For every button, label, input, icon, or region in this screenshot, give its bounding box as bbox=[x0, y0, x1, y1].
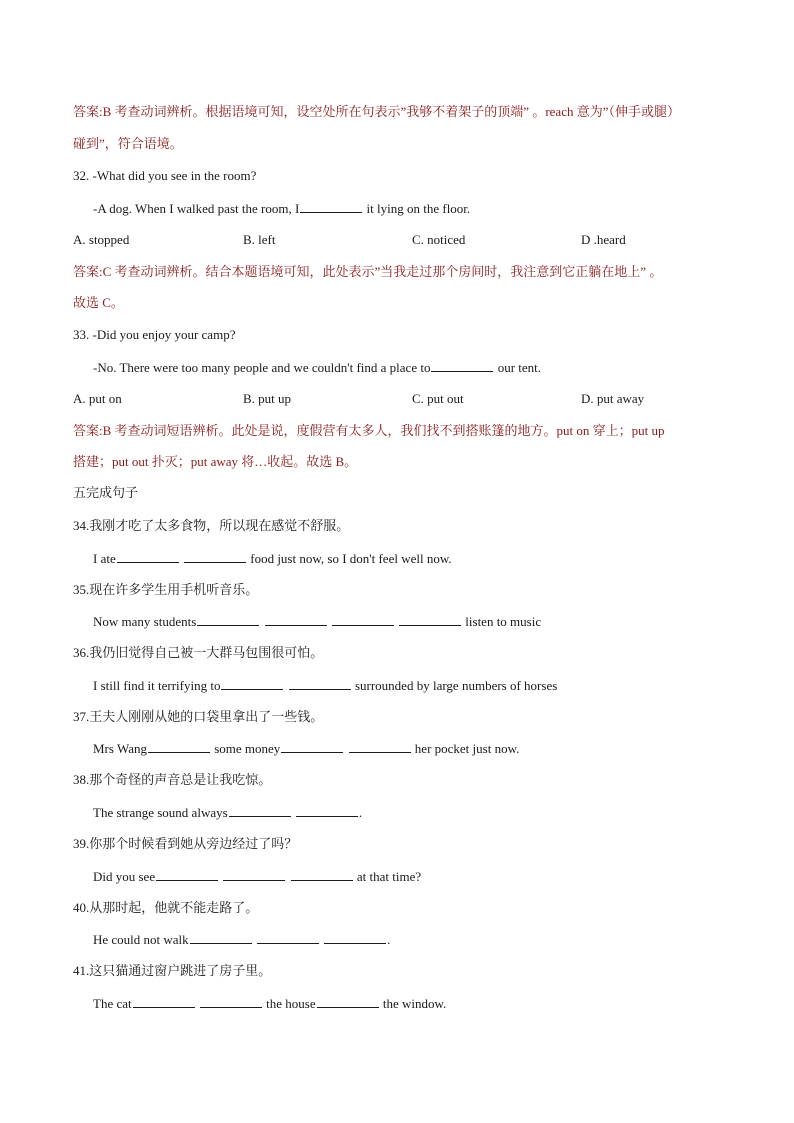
item-37-blank-2[interactable] bbox=[281, 740, 343, 753]
item-35-chinese: 35.现在许多学生用手机听音乐。 bbox=[73, 582, 259, 597]
item-40-blank-1[interactable] bbox=[190, 931, 252, 944]
q31-answer-line-1: 答案:B 考查动词辨析。根据语境可知，设空处所在句表示”我够不着架子的顶端” 。reach 意为”（伸手或腿） bbox=[73, 104, 680, 119]
item-41-mid: the house bbox=[262, 996, 316, 1011]
item-39-english bbox=[93, 868, 421, 885]
item-34-english bbox=[93, 550, 452, 567]
item-39-blank-2[interactable] bbox=[223, 868, 285, 881]
item-34-before: I ate bbox=[93, 551, 116, 566]
item-35-blank-1[interactable] bbox=[197, 613, 259, 626]
item-35-after: listen to music bbox=[462, 614, 542, 629]
q32-option-d[interactable]: D .heard bbox=[581, 232, 626, 247]
item-41-after: the window. bbox=[379, 996, 447, 1011]
item-36-blank-2[interactable] bbox=[289, 677, 351, 690]
q32-question: 32. -What did you see in the room? bbox=[73, 168, 257, 183]
q32-blank[interactable] bbox=[300, 200, 362, 213]
item-40-after: . bbox=[387, 932, 391, 947]
item-40-english bbox=[93, 931, 390, 948]
q33-question: 33. -Did you enjoy your camp? bbox=[73, 327, 236, 342]
item-34-blank-2[interactable] bbox=[184, 550, 246, 563]
q32-answer-line-1: 答案:C 考查动词辨析。结合本题语境可知，此处表示”当我走过那个房间时，我注意到它正躺在地上” 。 bbox=[73, 264, 663, 279]
item-39-blank-3[interactable] bbox=[291, 868, 353, 881]
item-35-blank-2[interactable] bbox=[265, 613, 327, 626]
q33-option-d[interactable]: D. put away bbox=[581, 391, 645, 406]
item-39-after: at that time? bbox=[353, 869, 422, 884]
item-37-before: Mrs Wang bbox=[93, 741, 147, 756]
item-38-chinese: 38.那个奇怪的声音总是让我吃惊。 bbox=[73, 772, 272, 787]
q32-reply bbox=[93, 200, 470, 217]
q32-option-c[interactable]: C. noticed bbox=[412, 232, 466, 247]
item-41-before: The cat bbox=[93, 996, 132, 1011]
item-35-blank-4[interactable] bbox=[399, 613, 461, 626]
item-37-chinese: 37.王夫人刚刚从她的口袋里拿出了一些钱。 bbox=[73, 709, 324, 724]
item-38-blank-2[interactable] bbox=[296, 804, 358, 817]
q32-answer-line-2: 故选 C。 bbox=[73, 295, 124, 310]
item-41-blank-3[interactable] bbox=[317, 995, 379, 1008]
item-40-blank-2[interactable] bbox=[257, 931, 319, 944]
item-38-blank-1[interactable] bbox=[229, 804, 291, 817]
q32-option-b[interactable]: B. left bbox=[243, 232, 276, 247]
item-35-before: Now many students bbox=[93, 614, 197, 629]
q33-blank[interactable] bbox=[431, 359, 493, 372]
item-39-chinese: 39.你那个时候看到她从旁边经过了吗？ bbox=[73, 836, 298, 851]
item-40-before: He could not walk bbox=[93, 932, 189, 947]
q33-option-c[interactable]: C. put out bbox=[412, 391, 464, 406]
item-36-after: surrounded by large numbers of horses bbox=[351, 678, 558, 693]
item-37-mid: some money bbox=[210, 741, 281, 756]
item-39-blank-1[interactable] bbox=[156, 868, 218, 881]
item-34-blank-1[interactable] bbox=[117, 550, 179, 563]
item-36-before: I still find it terrifying to bbox=[93, 678, 221, 693]
section-heading: 五完成句子 bbox=[73, 486, 139, 501]
item-36-english bbox=[93, 677, 557, 694]
item-39-before: Did you see bbox=[93, 869, 156, 884]
q33-reply bbox=[93, 359, 541, 376]
item-37-blank-1[interactable] bbox=[148, 740, 210, 753]
item-38-before: The strange sound always bbox=[93, 805, 228, 820]
item-35-english bbox=[93, 613, 541, 630]
item-41-english bbox=[93, 995, 446, 1012]
item-38-after: . bbox=[358, 805, 363, 820]
item-41-blank-1[interactable] bbox=[133, 995, 195, 1008]
q32-reply-after: it lying on the floor. bbox=[363, 201, 471, 216]
item-37-blank-3[interactable] bbox=[349, 740, 411, 753]
item-40-chinese: 40.从那时起，他就不能走路了。 bbox=[73, 900, 259, 915]
item-34-after: food just now, so I don't feel well now. bbox=[246, 551, 452, 566]
q31-answer-line-2: 碰到”，符合语境。 bbox=[73, 136, 183, 151]
item-36-blank-1[interactable] bbox=[221, 677, 283, 690]
q33-option-b[interactable]: B. put up bbox=[243, 391, 292, 406]
item-40-blank-3[interactable] bbox=[324, 931, 386, 944]
q33-reply-after: our tent. bbox=[494, 360, 542, 375]
item-35-blank-3[interactable] bbox=[332, 613, 394, 626]
item-37-after: her pocket just now. bbox=[411, 741, 520, 756]
item-37-english bbox=[93, 740, 519, 757]
q33-answer-line-1: 答案:B 考查动词短语辨析。此处是说，度假营有太多人，我们找不到搭账篷的地方。put on 穿上；put up bbox=[73, 423, 665, 438]
q33-option-a[interactable]: A. put on bbox=[73, 391, 122, 406]
item-41-blank-2[interactable] bbox=[200, 995, 262, 1008]
q32-reply-before: -A dog. When I walked past the room, I bbox=[93, 201, 300, 216]
q33-answer-line-2: 搭建；put out 扑灭；put away 将…收起。故选 B。 bbox=[73, 454, 358, 469]
item-34-chinese: 34.我刚才吃了太多食物，所以现在感觉不舒服。 bbox=[73, 518, 350, 533]
q33-reply-before: -No. There were too many people and we couldn't find a place to bbox=[93, 360, 431, 375]
item-36-chinese: 36.我仍旧觉得自己被一大群马包围很可怕。 bbox=[73, 645, 324, 660]
q32-option-a[interactable]: A. stopped bbox=[73, 232, 130, 247]
item-41-chinese: 41.这只猫通过窗户跳进了房子里。 bbox=[73, 963, 272, 978]
item-38-english bbox=[93, 804, 362, 821]
